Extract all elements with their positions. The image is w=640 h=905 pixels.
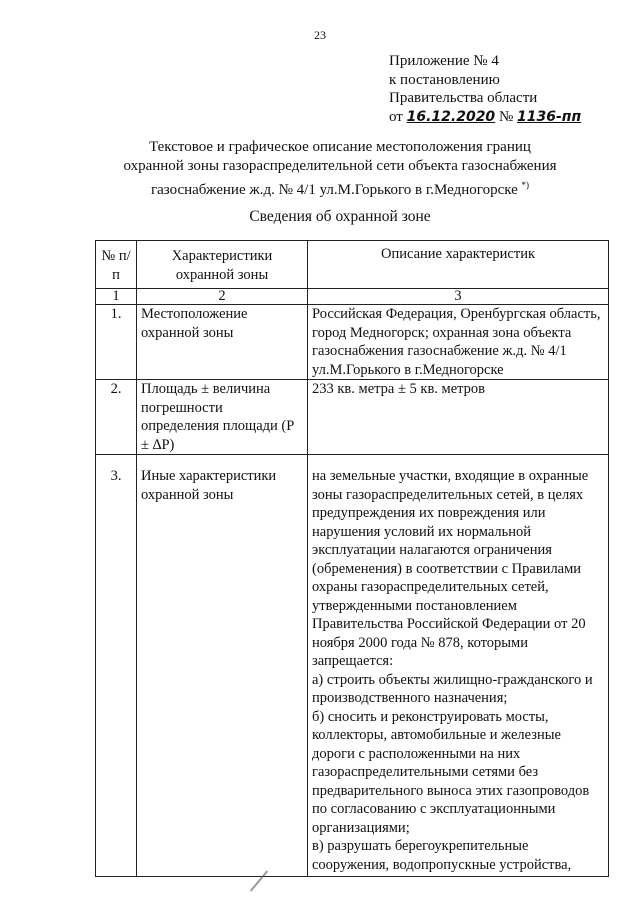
handwritten-number: 1136-пп — [517, 108, 582, 125]
row-number: 1. — [96, 305, 137, 380]
appendix-number-sign: № — [498, 108, 514, 125]
row-number: 3. — [96, 455, 137, 877]
appendix-header — [389, 52, 581, 126]
restriction-item-b: б) сносить и реконструировать мосты, коллекторы, автомобильные и железные дороги с расположенными на них газораспределительными сетями без предварительного выноса этих газопроводов по согласованию с эксплуатационными организациями; — [312, 708, 590, 836]
column-number: 3 — [308, 289, 609, 305]
column-number: 2 — [137, 289, 308, 305]
page-number: 23 — [314, 28, 326, 42]
header-characteristic: Характеристики охранной зоны — [137, 241, 308, 289]
row-description: Российская Федерация, Оренбургская область, город Медногорск; охранная зона объекта газоснабжения газоснабжение ж.д. № 4/1 ул.М.Горького в г.Медногорске — [308, 305, 609, 380]
table-row — [96, 305, 609, 380]
document-title — [60, 138, 620, 200]
table-row — [96, 380, 609, 455]
row-characteristic: Иные характеристики охранной зоны — [137, 455, 308, 877]
title-line-3-text: газоснабжение ж.д. № 4/1 ул.М.Горького в г.Медногорске — [150, 182, 518, 198]
restriction-item-c: в) разрушать берегоукрепительные сооружения, водопропускные устройства, — [312, 838, 572, 873]
title-line-1: Текстовое и графическое описание местоположения границ — [149, 139, 531, 155]
restriction-item-a: а) строить объекты жилищно-гражданского и производственного назначения; — [312, 671, 593, 706]
row-description-cell — [308, 455, 609, 877]
header-number: № п/п — [96, 241, 137, 289]
table-row — [96, 455, 609, 877]
handwritten-date: 16.12.2020 — [406, 108, 496, 125]
appendix-from-label: от — [389, 108, 403, 125]
column-number-row — [96, 289, 609, 305]
appendix-line-3: Правительства области — [389, 90, 538, 106]
title-line-2: охранной зоны газораспределительной сети объекта газоснабжения — [123, 158, 557, 174]
column-number: 1 — [96, 289, 137, 305]
row-characteristic: Местоположение охранной зоны — [137, 305, 308, 380]
row-number: 2. — [96, 380, 137, 455]
appendix-line-2: к постановлению — [389, 71, 500, 88]
appendix-line-1: Приложение № 4 — [389, 53, 499, 69]
protection-zone-table — [95, 240, 609, 877]
header-description: Описание характеристик — [308, 241, 609, 289]
footnote-mark: *) — [521, 180, 530, 190]
row-characteristic: Площадь ± величина погрешности определения площади (P ± ∆P) — [137, 380, 308, 455]
row-description: 233 кв. метра ± 5 кв. метров — [308, 380, 609, 455]
section-title: Сведения об охранной зоне — [249, 208, 431, 225]
restrictions-intro: на земельные участки, входящие в охранные зоны газораспределительных сетей, в целях предупреждения их повреждения или нарушения условий их нормальной эксплуатации налагаются ограничения (обременения) в соответствии с Правилами охраны газораспределительных сетей, утвержденными постановлением Правительства Российской Федерации от 20 ноября 2000 года № 878, которыми запрещается: — [312, 468, 589, 669]
table-header-row — [96, 241, 609, 289]
appendix-date-line — [389, 108, 581, 127]
title-line-3 — [60, 176, 620, 200]
